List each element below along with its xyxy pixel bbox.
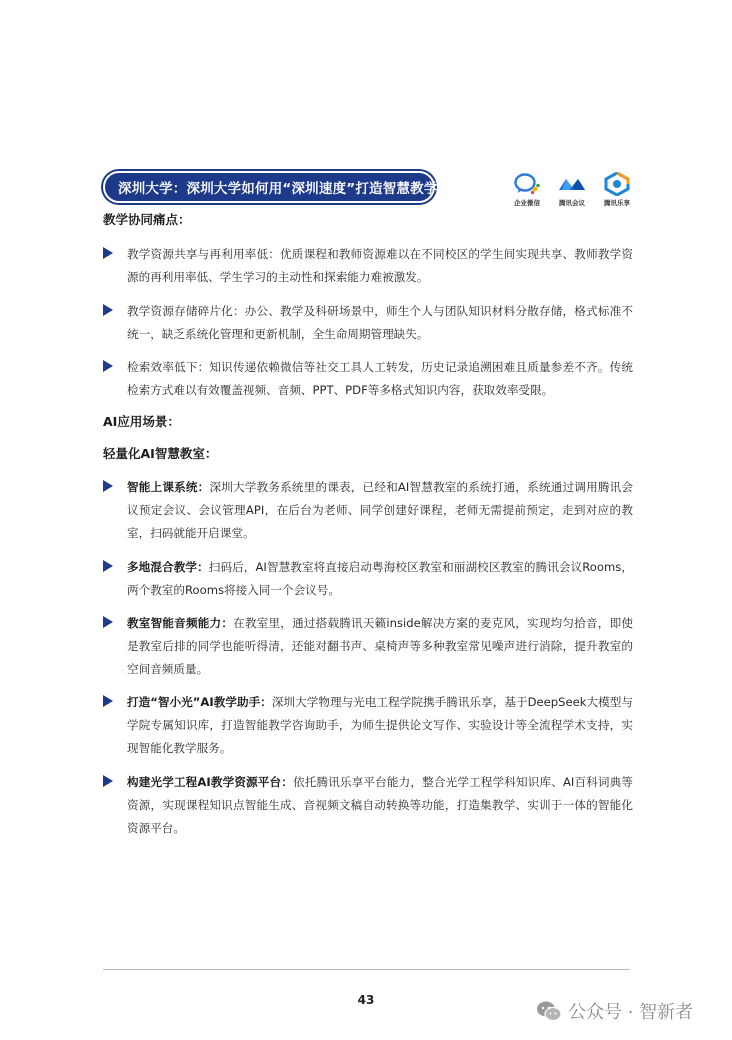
tencent-lexiang-icon bbox=[604, 172, 630, 196]
list-item-title: 打造“智小光”AI教学助手： bbox=[127, 695, 272, 709]
bullet-triangle-icon bbox=[103, 616, 113, 628]
list-item-body: 深圳大学物理与光电工程学院携手腾讯乐享，基于DeepSeek大模型与学院专属知识库，打造智能教学咨询助手，为师生提供论文写作、实验设计等全流程学术支持，实现智能化教学服务。 bbox=[127, 695, 633, 755]
bullet-triangle-icon bbox=[103, 695, 113, 707]
list-item-title: 智能上课系统： bbox=[127, 480, 210, 494]
wecom-icon bbox=[513, 172, 541, 196]
list-item bbox=[103, 691, 633, 760]
list-item-text: 检索效率低下：知识传递依赖微信等社交工具人工转发，历史记录追溯困难且质量参差不齐。传统检索方式难以有效覆盖视频、音频、PPT、PDF等多格式知识内容，获取效率受限。 bbox=[127, 360, 633, 397]
list-item bbox=[103, 476, 633, 545]
list-item-text: 教学资源共享与再利用率低：优质课程和教师资源难以在不同校区的学生间实现共享、教师教学资源的再利用率低、学生学习的主动性和探索能力难被激发。 bbox=[127, 247, 633, 284]
logo-label: 腾讯乐享 bbox=[604, 199, 630, 207]
section-title: 深圳大学：深圳大学如何用“深圳速度”打造智慧教学？ bbox=[118, 181, 452, 197]
list-item-title: 教室智能音频能力： bbox=[127, 616, 234, 630]
tencent-lexiang-logo bbox=[595, 172, 639, 207]
tencent-meeting-logo bbox=[550, 172, 594, 207]
bullet-triangle-icon bbox=[103, 304, 113, 316]
list-item-body: 依托腾讯乐享平台能力，整合光学工程学科知识库、AI百科词典等资源，实现课程知识点智能生成、音视频文稿自动转换等功能，打造集教学、实训于一体的智能化资源平台。 bbox=[127, 775, 633, 835]
footer-divider bbox=[103, 969, 630, 970]
list-item-title: 多地混合教学： bbox=[127, 560, 209, 574]
product-logos bbox=[505, 172, 637, 212]
bullet-triangle-icon bbox=[103, 247, 113, 259]
wechat-icon bbox=[536, 1000, 562, 1022]
list-item bbox=[103, 612, 633, 681]
list-item-text bbox=[127, 476, 633, 545]
list-item-title: 构建光学工程AI教学资源平台： bbox=[127, 775, 294, 789]
smart-classroom-subheading: 轻量化AI智慧教室： bbox=[103, 446, 218, 461]
bullet-triangle-icon bbox=[103, 480, 113, 492]
wecom-logo bbox=[505, 172, 549, 207]
ai-scenarios-heading: AI应用场景： bbox=[103, 414, 180, 429]
list-item bbox=[103, 771, 633, 840]
list-item bbox=[103, 556, 633, 602]
watermark bbox=[536, 998, 693, 1024]
logo-label: 企业微信 bbox=[514, 199, 540, 207]
list-item-text: 教学资源存储碎片化：办公、教学及科研场景中，师生个人与团队知识材料分散存储，格式标准不统一，缺乏系统化管理和更新机制，全生命周期管理缺失。 bbox=[127, 304, 633, 341]
list-item-body: 在教室里，通过搭载腾讯天籁inside解决方案的麦克风，实现均匀拾音，即使是教室后排的同学也能听得清，还能对翻书声、桌椅声等多种教室常见噪声进行消除，提升教室的空间音频质量。 bbox=[127, 616, 633, 676]
bullet-triangle-icon bbox=[103, 560, 113, 572]
tencent-meeting-icon bbox=[557, 172, 587, 196]
list-item bbox=[103, 243, 633, 289]
list-item-body: 深圳大学教务系统里的课表，已经和AI智慧教室的系统打通，系统通过调用腾讯会议预定会议、会议管理API，在后台为老师、同学创建好课程，老师无需提前预定，走到对应的教室，扫码就能开启课堂。 bbox=[127, 480, 633, 540]
list-item-body: 扫码后，AI智慧教室将直接启动粤海校区教室和丽湖校区教室的腾讯会议Rooms，两个教室的Rooms将接入同一个会议号。 bbox=[127, 560, 633, 597]
list-item-text bbox=[127, 691, 633, 760]
watermark-text: 公众号 · 智新者 bbox=[568, 1002, 694, 1023]
list-item-text bbox=[127, 556, 633, 602]
list-item-text bbox=[127, 771, 633, 840]
pain-points-heading: 教学协同痛点： bbox=[103, 212, 191, 227]
logo-label: 腾讯会议 bbox=[559, 199, 585, 207]
page-number: 43 bbox=[357, 993, 375, 1007]
section-title-banner bbox=[103, 171, 452, 203]
list-item bbox=[103, 356, 633, 402]
bullet-triangle-icon bbox=[103, 360, 113, 372]
bullet-triangle-icon bbox=[103, 775, 113, 787]
list-item-text bbox=[127, 612, 633, 681]
list-item bbox=[103, 300, 633, 346]
